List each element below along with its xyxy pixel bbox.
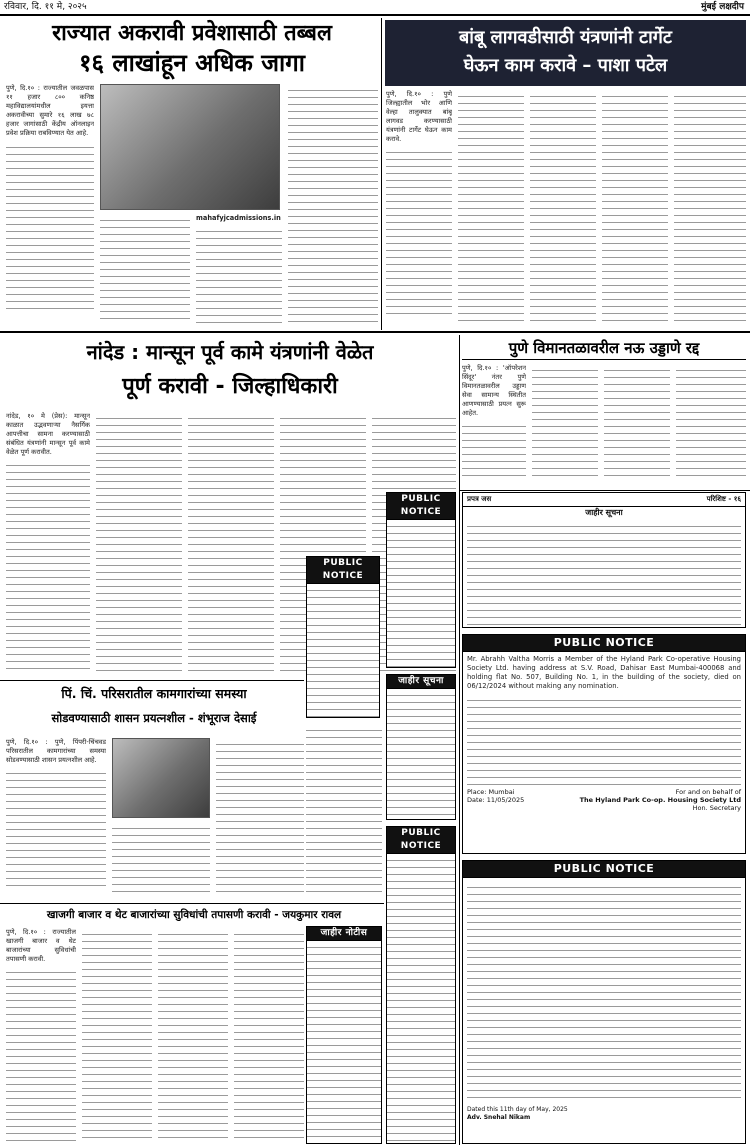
story1-col2: [100, 214, 190, 328]
story2-col2: [458, 90, 524, 328]
story5-col2: [112, 822, 210, 896]
story3-col3: [188, 412, 274, 680]
story1-url: mahafyjcadmissions.in: [196, 214, 281, 222]
public-notice-3-title: PUBLIC NOTICE: [387, 827, 455, 854]
story4-dateline: पुणे, दि.१० : 'ऑपरेशन सिंदूर' नंतर पुणे विमानतळावरील उड्डाण सेवा सामान्य स्थितीत आणण्यासाठी प्रयत्न सुरू आहेत.: [462, 364, 526, 417]
public-notice-bottom-title: PUBLIC NOTICE: [463, 861, 745, 878]
story1-col3: [196, 214, 282, 328]
edition-name: मुंबई लक्षदीप: [701, 2, 744, 12]
story5-col1: [6, 738, 106, 896]
story4-col1: [462, 364, 526, 486]
story5-headline: [4, 684, 304, 728]
bottom-advocate: Adv. Snehal Nikam: [467, 1114, 531, 1121]
story2-headline: [385, 20, 746, 86]
story1-col4: [288, 84, 378, 328]
form-notice: [462, 492, 746, 628]
legal-notice-bottom: [306, 926, 382, 1144]
story1-col1: [6, 84, 94, 328]
story2-headline-line1: बांबू लागवडीसाठी यंत्रणांनी टार्गेट: [459, 27, 672, 48]
form-label: प्रपत्र जस: [467, 495, 492, 503]
public-notice-1-title: PUBLIC NOTICE: [307, 557, 379, 584]
date-line: रविवार, दि. ११ मे, २०२५: [4, 2, 87, 12]
story2-col3: [530, 90, 596, 328]
story2-col4: [602, 90, 668, 328]
bottom-date: Dated this 11th day of May, 2025: [467, 1106, 568, 1113]
story6-dateline: पुणे, दि.१० : राज्यातील खाजगी बाजार व थेट बाजारांच्या सुविधांची तपासणी करावी.: [6, 928, 76, 963]
public-notice-2-title: PUBLIC NOTICE: [387, 493, 455, 520]
legal-notice-bottom-title: जाहीर नोटीस: [307, 927, 381, 941]
story4-col4: [676, 364, 746, 486]
story3-col1: [6, 412, 90, 680]
legal-notice-box: [386, 674, 456, 820]
society-notice-title: PUBLIC NOTICE: [463, 635, 745, 652]
story6-col2: [82, 928, 152, 1144]
society-notice-text: Mr. Abrahh Valtha Morris a Member of the Hyland Park Co-operative Housing Society Ltd. having address at S.V. Road, Dahisar East Mumbai-400068 and holding flat No. 507, Building No. 1, in the building of the society, died on 06/12/2024 without making any nomination.: [467, 655, 741, 690]
story5-col4: [306, 724, 382, 900]
story3-headline-line2: पूर्ण करावी - जिल्हाधिकारी: [122, 374, 338, 399]
story6-headline: [4, 906, 384, 924]
story4-col2: [532, 364, 598, 486]
story2-dateline: पुणे, दि.१० : पुणे जिल्ह्यातील भोर आणि वेल्हा तालुक्यात बांबू लागवड करण्यासाठी यंत्रणांनी टार्गेट घेऊन काम करावे.: [386, 90, 452, 143]
story6-col1: [6, 928, 76, 1144]
story4-headline: [462, 337, 746, 360]
story6-col3: [158, 928, 228, 1144]
notice-sign: For and on behalf of: [675, 788, 741, 796]
story5-headline-line2: सोडवण्यासाठी शासन प्रयत्नशील - शंभूराज देसाई: [51, 711, 257, 725]
story4-headline-text: पुणे विमानतळावरील नऊ उड्डाणे रद्द: [508, 339, 700, 357]
story1-headline-line1: राज्यात अकरावी प्रवेशासाठी तब्बल: [52, 21, 332, 46]
story5-col3: [216, 738, 304, 896]
story3-dateline: नांदेड, १० मे (प्रेस): मान्सून काळात उद्भवणाऱ्या नैसर्गिक आपत्तीचा सामना करण्यासाठी संबंधित यंत्रणांनी मान्सून पूर्व कामे वेळेत पूर्ण करावीत.: [6, 412, 90, 456]
notice-society: The Hyland Park Co-op. Housing Society Ltd: [579, 796, 741, 804]
story3-col2: [96, 412, 182, 680]
story4-col3: [604, 364, 670, 486]
story1-headline: [4, 20, 380, 78]
story2-headline-line2: घेऊन काम करावे – पाशा पटेल: [463, 55, 668, 76]
notice-secretary: Hon. Secretary: [692, 804, 741, 812]
exam-hall-photo: [100, 84, 280, 210]
story1-dateline: पुणे, दि.१० : राज्यातील जवळपास ११ हजार ८०० कनिष्ठ महाविद्यालयांमधील इयत्ता अकरावीच्या सुमारे १६ लाख ७८ हजार जागांसाठी केंद्रीय ऑनलाइन प्रवेश प्रक्रिया राबविण्यात येत आहे.: [6, 84, 94, 137]
story6-col4: [234, 928, 304, 1144]
public-notice-bottom: [462, 860, 746, 1144]
story6-headline-text: खाजगी बाजार व थेट बाजारांच्या सुविधांची तपासणी करावी - जयकुमार रावल: [46, 909, 342, 921]
minister-photo: [112, 738, 210, 818]
notice-place: Place: Mumbai: [467, 788, 515, 796]
story1-headline-line2: १६ लाखांहून अधिक जागा: [79, 49, 305, 77]
society-notice: [462, 634, 746, 854]
story5-headline-line1: पिं. चिं. परिसरातील कामगारांच्या समस्या: [61, 686, 247, 701]
story2-col1: [386, 90, 452, 328]
form-right-label: परिशिष्ट - १६: [706, 495, 741, 503]
public-notice-2: [386, 492, 456, 668]
story5-dateline: पुणे, दि.१० : पुणे, पिंपरी-चिंचवड परिसरातील कामगारांच्या समस्या सोडवण्यासाठी शासन प्रयत्नशील आहे.: [6, 738, 106, 764]
public-notice-1: [306, 556, 380, 718]
story2-col5: [674, 90, 746, 328]
form-notice-head: जाहीर सूचना: [585, 508, 623, 517]
legal-notice-title: जाहीर सूचना: [387, 675, 455, 689]
story3-headline-line1: नांदेड : मान्सून पूर्व कामे यंत्रणांनी वेळेत: [86, 340, 374, 364]
notice-date: Date: 11/05/2025: [467, 796, 525, 804]
story3-headline: [4, 337, 456, 403]
masthead-bar: [0, 0, 750, 16]
public-notice-3: [386, 826, 456, 1144]
